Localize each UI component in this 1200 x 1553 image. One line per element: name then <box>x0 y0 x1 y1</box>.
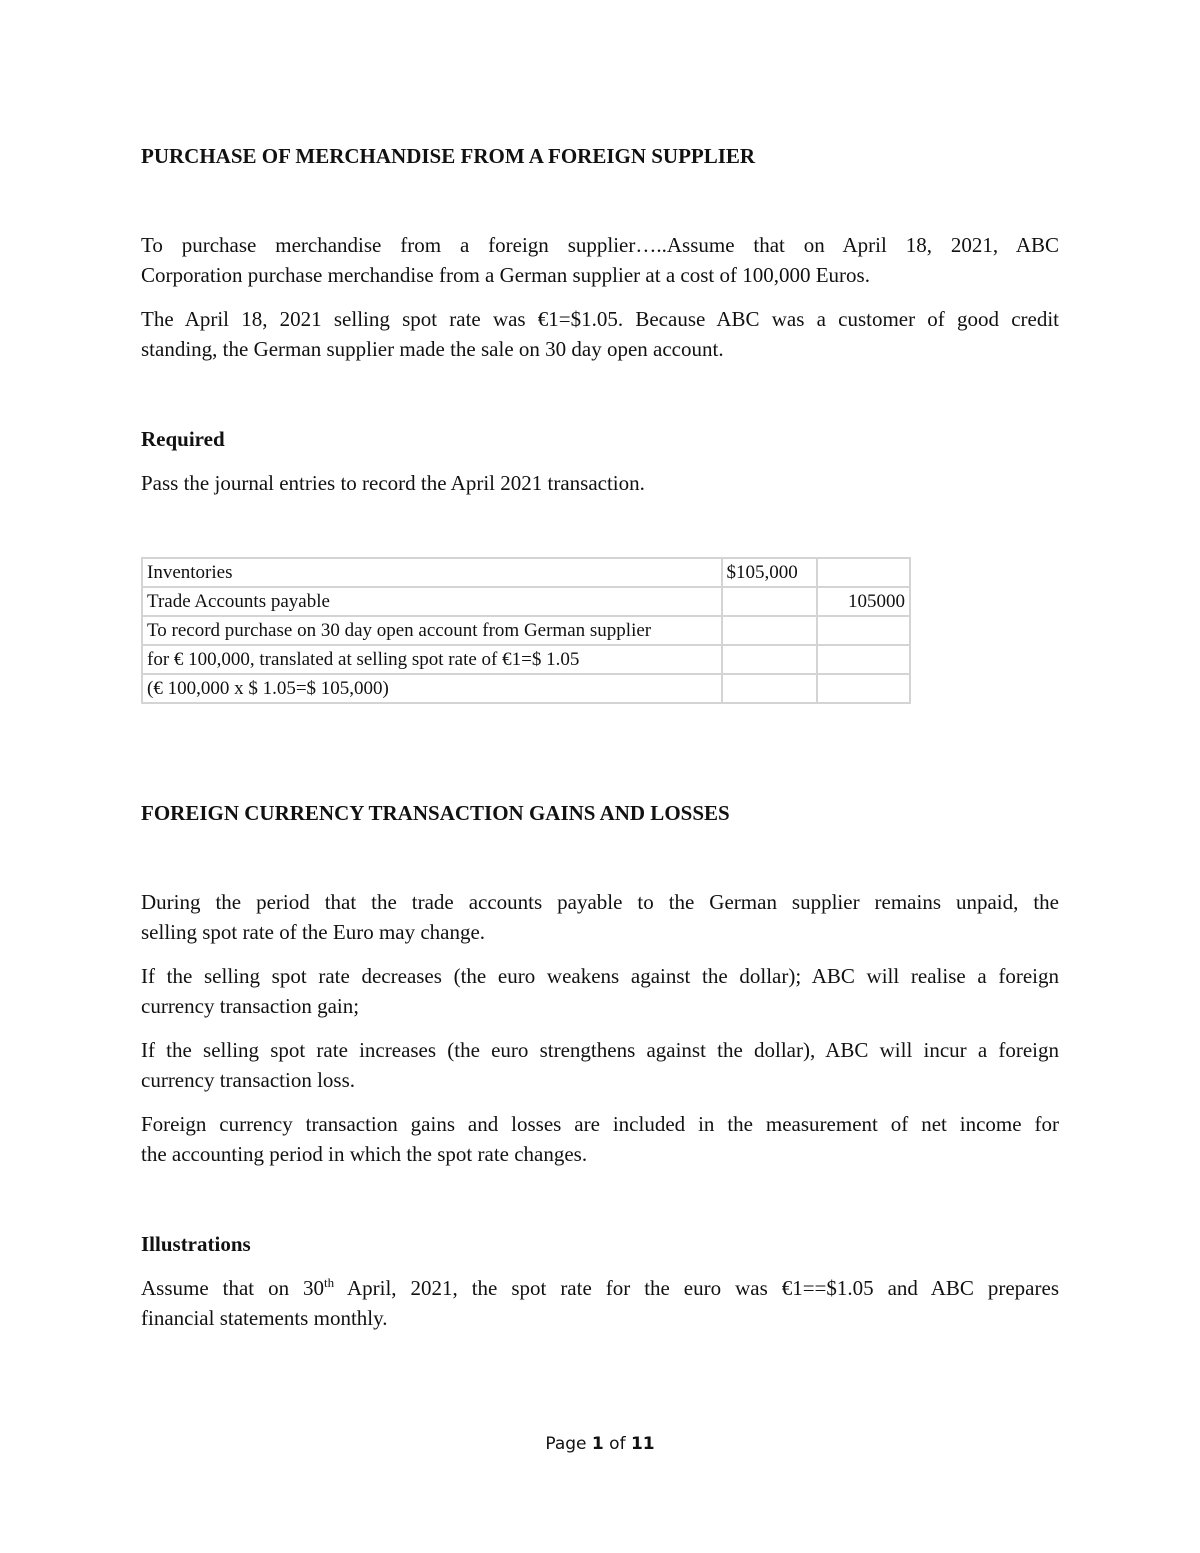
p4-line-1: Foreign currency transaction gains and losses are included in the measurement of net income for <box>141 1112 1059 1136</box>
journal-account-cell: for € 100,000, translated at selling spot rate of €1=$ 1.05 <box>142 645 722 674</box>
illustrations-paragraph <box>141 1273 1059 1333</box>
journal-credit-cell <box>817 674 910 703</box>
journal-credit-cell <box>817 558 910 587</box>
journal-credit-cell <box>817 616 910 645</box>
journal-account-cell: (€ 100,000 x $ 1.05=$ 105,000) <box>142 674 722 703</box>
required-heading-text: Required <box>141 427 225 451</box>
ordinal-suffix: th <box>324 1275 335 1290</box>
spot-rate-paragraph <box>141 304 1059 364</box>
rate-line-2: standing, the German supplier made the sale on 30 day open account. <box>141 337 724 361</box>
journal-entry-table <box>141 557 911 704</box>
illustrations-heading <box>141 1229 1059 1259</box>
journal-debit-cell <box>722 587 817 616</box>
journal-table-body <box>142 558 910 703</box>
journal-debit-cell: $105,000 <box>722 558 817 587</box>
illustrations-line-1-start: Assume that on 30 <box>141 1276 325 1300</box>
footer-page-total: 11 <box>630 1434 655 1454</box>
p2-line-2: currency transaction gain; <box>141 994 360 1018</box>
heading-text: FOREIGN CURRENCY TRANSACTION GAINS AND LOSSES <box>141 801 730 825</box>
intro-line-1: To purchase merchandise from a foreign supplier…..Assume that on April 18, 2021, ABC <box>141 233 1059 257</box>
paragraph-rate-decrease <box>141 961 1059 1021</box>
paragraph-net-income <box>141 1109 1059 1169</box>
intro-line-2: Corporation purchase merchandise from a German supplier at a cost of 100,000 Euros. <box>141 263 870 287</box>
p2-line-1: If the selling spot rate decreases (the euro weakens against the dollar); ABC will realise a foreign <box>141 964 1059 988</box>
footer-page-number: 1 <box>591 1434 604 1454</box>
required-text-line: Pass the journal entries to record the April 2021 transaction. <box>141 471 645 495</box>
illustrations-line-1 <box>141 1273 1059 1303</box>
p3-line-1: If the selling spot rate increases (the euro strengthens against the dollar), ABC will incur a foreign <box>141 1038 1059 1062</box>
paragraph-unpaid-period <box>141 887 1059 947</box>
journal-debit-cell <box>722 616 817 645</box>
intro-paragraph <box>141 230 1059 290</box>
p1-line-1: During the period that the trade accounts payable to the German supplier remains unpaid, the <box>141 890 1059 914</box>
journal-row <box>142 645 910 674</box>
journal-credit-cell <box>817 645 910 674</box>
section-title-gains-losses <box>141 798 1059 828</box>
journal-debit-cell <box>722 674 817 703</box>
journal-row <box>142 674 910 703</box>
journal-row <box>142 558 910 587</box>
footer-of-word: of <box>609 1434 626 1454</box>
illustrations-line-1-end: April, 2021, the spot rate for the euro was €1==$1.05 and ABC prepares <box>334 1276 1059 1300</box>
footer-page-word: Page <box>545 1434 587 1454</box>
journal-account-cell: Trade Accounts payable <box>142 587 722 616</box>
journal-account-cell: To record purchase on 30 day open account from German supplier <box>142 616 722 645</box>
p1-line-2: selling spot rate of the Euro may change. <box>141 920 486 944</box>
illustrations-line-2: financial statements monthly. <box>141 1306 388 1330</box>
illustrations-heading-text: Illustrations <box>141 1232 251 1256</box>
rate-line-1: The April 18, 2021 selling spot rate was €1=$1.05. Because ABC was a customer of good credit <box>141 307 1059 331</box>
p3-line-2: currency transaction loss. <box>141 1068 356 1092</box>
journal-credit-cell: 105000 <box>817 587 910 616</box>
journal-row <box>142 587 910 616</box>
section-title-purchase <box>141 141 1059 171</box>
journal-row <box>142 616 910 645</box>
page-footer <box>0 1430 1200 1458</box>
journal-debit-cell <box>722 645 817 674</box>
journal-account-cell: Inventories <box>142 558 722 587</box>
required-text <box>141 468 1059 498</box>
required-heading <box>141 424 1059 454</box>
heading-text: PURCHASE OF MERCHANDISE FROM A FOREIGN SUPPLIER <box>141 144 756 168</box>
paragraph-rate-increase <box>141 1035 1059 1095</box>
p4-line-2: the accounting period in which the spot rate changes. <box>141 1142 588 1166</box>
